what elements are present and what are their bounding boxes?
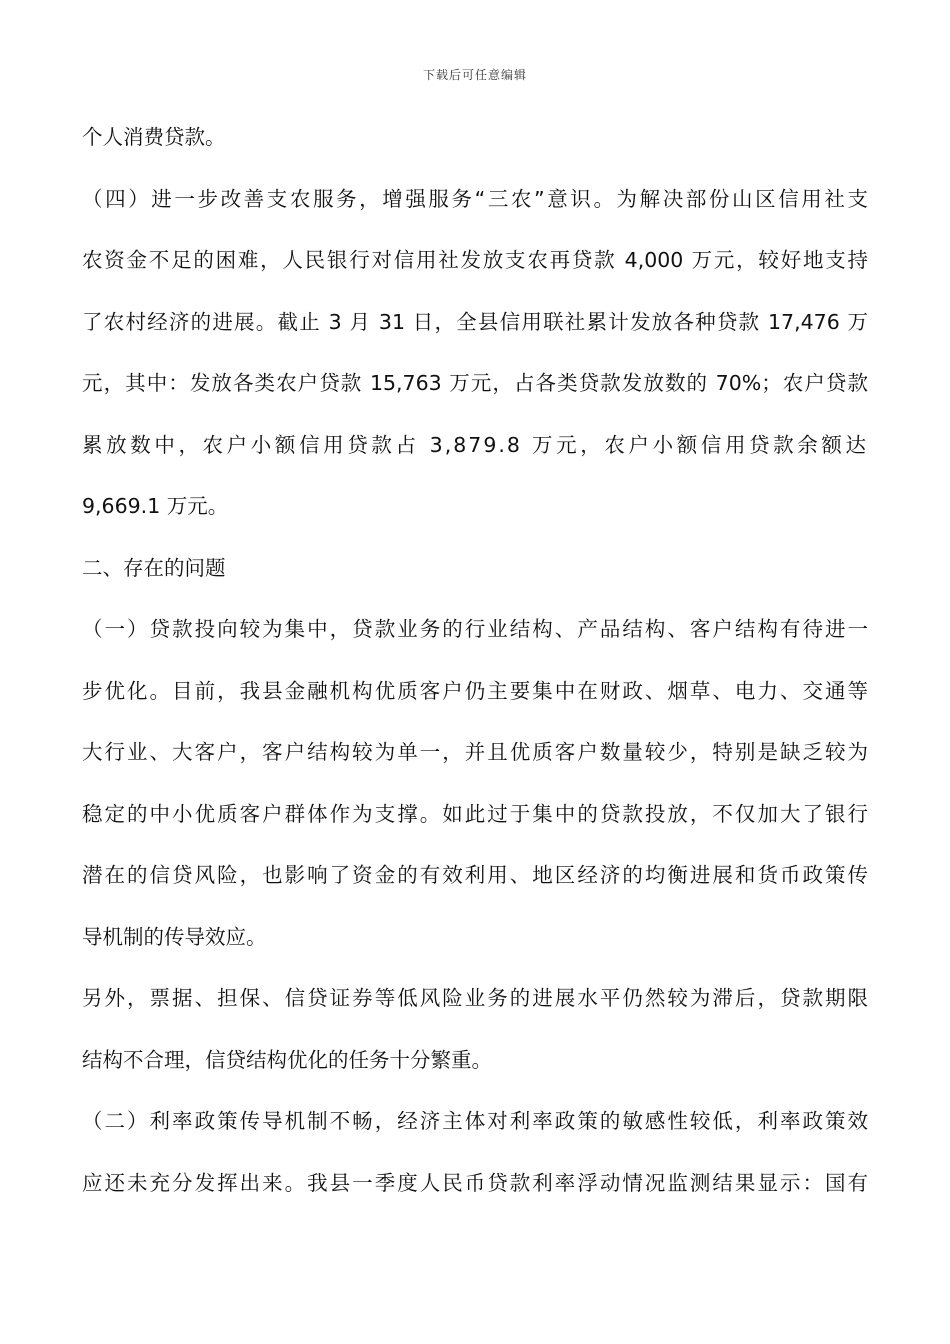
text-line-1: 个人消费贷款。 bbox=[82, 125, 226, 149]
text-line-11: 大行业、大客户，客户结构较为单一，并且优质客户数量较少，特别是缺乏较为 bbox=[82, 740, 868, 764]
section-heading: 二、存在的问题 bbox=[82, 555, 226, 580]
page-header: 下载后可任意编辑 bbox=[422, 68, 527, 82]
text-line-17: （二）利率政策传导机制不畅，经济主体对利率政策的敏感性较低，利率政策效 bbox=[82, 1109, 868, 1133]
document-body bbox=[82, 112, 868, 1219]
text-line-10: 步优化。目前，我县金融机构优质客户仍主要集中在财政、烟草、电力、交通等 bbox=[82, 678, 868, 703]
text-line-16: 结构不合理，信贷结构优化的任务十分繁重。 bbox=[82, 1047, 492, 1072]
text-line-18: 应还未充分发挥出来。我县一季度人民币贷款利率浮动情况监测结果显示：国有 bbox=[82, 1170, 868, 1195]
text-line-2: （四）进一步改善支农服务，增强服务“三农”意识。为解决部份山区信用社支 bbox=[82, 186, 868, 211]
text-line-6: 累放数中，农户小额信用贷款占 3,879.8 万元，农户小额信用贷款余额达 bbox=[82, 432, 868, 457]
text-line-7: 9,669.1 万元。 bbox=[82, 494, 229, 518]
text-line-9: （一）贷款投向较为集中，贷款业务的行业结构、产品结构、客户结构有待进一 bbox=[82, 617, 868, 641]
text-line-5: 元，其中：发放各类农户贷款 15,763 万元，占各类贷款发放数的 70%；农户贷款 bbox=[82, 371, 868, 395]
text-line-3: 农资金不足的困难，人民银行对信用社发放支农再贷款 4,000 万元，较好地支持 bbox=[82, 248, 868, 272]
text-line-14: 导机制的传导效应。 bbox=[82, 924, 267, 949]
text-line-12: 稳定的中小优质客户群体作为支撑。如此过于集中的贷款投放，不仅加大了银行 bbox=[82, 801, 868, 826]
text-line-13: 潜在的信贷风险，也影响了资金的有效利用、地区经济的均衡进展和货币政策传 bbox=[82, 863, 868, 887]
text-line-4: 了农村经济的进展。截止 3 月 31 日，全县信用联社累计发放各种贷款 17,476 万 bbox=[82, 309, 868, 334]
text-line-15: 另外，票据、担保、信贷证券等低风险业务的进展水平仍然较为滞后，贷款期限 bbox=[82, 986, 868, 1010]
